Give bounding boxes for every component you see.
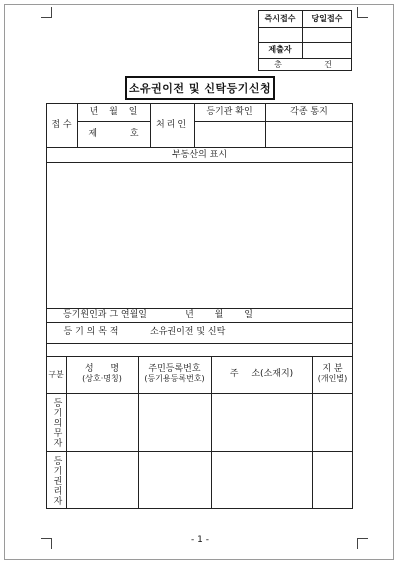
immediate-receipt-label: 즉시접수 xyxy=(264,13,296,23)
col-name-sub: (상호·명칭) xyxy=(82,374,122,384)
reception-label: 접 수 xyxy=(51,119,72,130)
purpose-label: 등 기 의 목 적 xyxy=(63,327,119,337)
registry-check-label: 등기관 확인 xyxy=(206,106,253,117)
col-division: 구분 xyxy=(48,369,64,379)
submitter-label: 제출자 xyxy=(268,45,292,54)
obligor-label: 등기의무자 xyxy=(51,397,62,448)
same-day-receipt-label: 당일접수 xyxy=(311,13,343,23)
page-number: - 1 - xyxy=(191,535,209,545)
col-address: 주 소(소재지) xyxy=(229,369,294,379)
crop-mark xyxy=(357,7,368,18)
col-name-main: 성 명 xyxy=(84,364,120,375)
reception-date-label: 년 월 일 xyxy=(89,106,138,117)
col-id-sub: (등기용등록번호) xyxy=(144,374,205,384)
crop-mark xyxy=(41,7,52,18)
purpose-value[interactable]: 소유권이전 및 신탁 xyxy=(150,327,226,337)
processor-label: 처리인 xyxy=(155,119,189,130)
col-name xyxy=(66,356,138,393)
col-id xyxy=(138,356,211,393)
total-label: 총 xyxy=(274,59,282,69)
col-share-main: 지 분 xyxy=(322,364,343,375)
col-id-main: 주민등록번호 xyxy=(148,364,201,375)
col-share xyxy=(312,356,353,393)
cause-label: 등기원인과 그 연월일 xyxy=(63,309,147,320)
property-area[interactable] xyxy=(46,162,353,308)
notices-label: 각종 통지 xyxy=(290,106,328,117)
form-title: 소유권이전 및 신탁등기신청 xyxy=(125,76,275,100)
property-header: 부동산의 표시 xyxy=(171,149,228,160)
reception-number-label: 제 호 xyxy=(88,128,139,139)
count-unit-label: 건 xyxy=(324,59,332,69)
cause-date[interactable]: 년 월 일 xyxy=(185,309,253,320)
col-share-sub: (개인별) xyxy=(317,374,348,384)
obligee-label: 등기권리자 xyxy=(51,455,62,506)
